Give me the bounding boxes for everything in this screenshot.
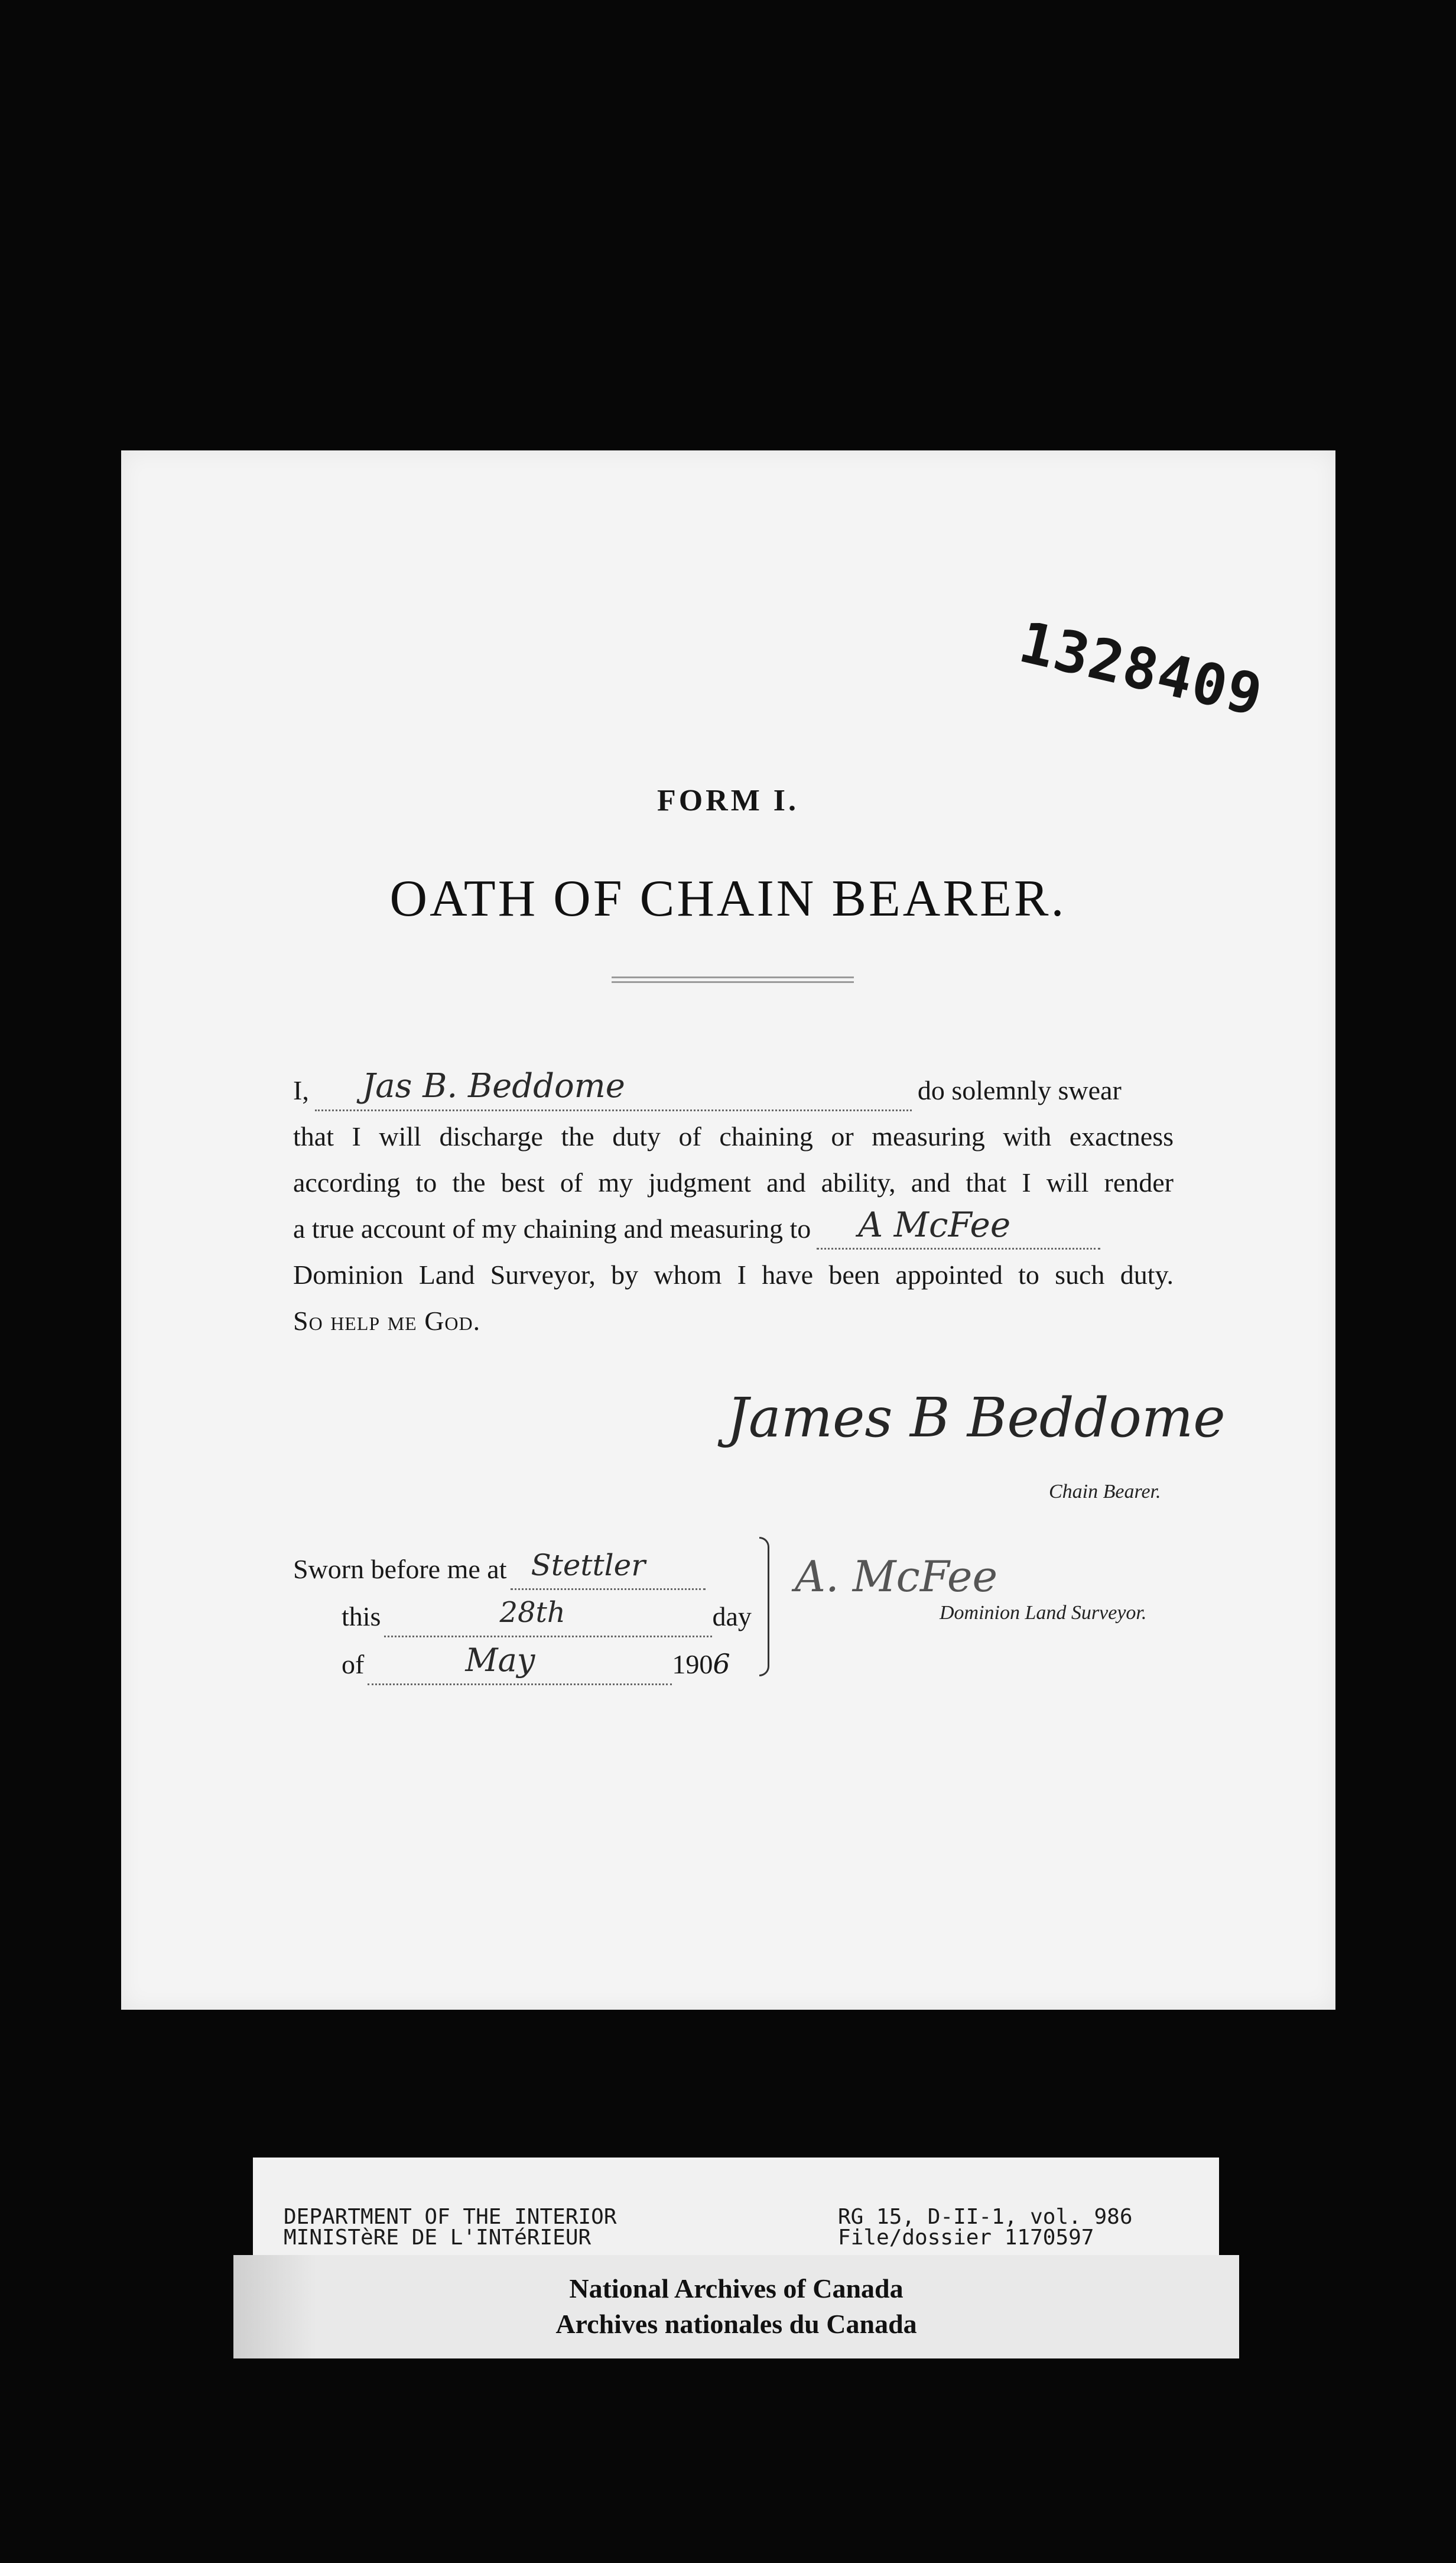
file-stamp-number: 1328409 [1013, 609, 1269, 729]
day-label: day [712, 1601, 752, 1631]
surveyor-handwritten: A McFee [858, 1205, 1011, 1245]
oath-line1-end: do solemnly swear [917, 1075, 1122, 1105]
dept-french: MINISTèRE DE L'INTéRIEUR [284, 2225, 592, 2250]
name-field [315, 1067, 912, 1111]
archive-reference-label [253, 2158, 1219, 2258]
sworn-label: Sworn before me at [293, 1554, 507, 1584]
surveyor-field [817, 1205, 1100, 1250]
oath-i: I, [293, 1075, 309, 1105]
year-prefix: 190 [672, 1649, 713, 1679]
file-number: File/dossier 1170597 [838, 2225, 1094, 2250]
year-handwritten: 6 [713, 1648, 730, 1680]
sworn-brace [759, 1537, 769, 1676]
record-group: RG 15, D-II-1, vol. 986 [838, 2205, 1133, 2229]
oath-line-3: according to the best of my judgment and ability, and that I will render [293, 1167, 1174, 1198]
surveyor-signature: A. McFee [795, 1552, 998, 1601]
oath-line-6: So help me God. [293, 1306, 481, 1336]
oath-line-1 [293, 1067, 1174, 1111]
surveyor-caption: Dominion Land Surveyor. [940, 1602, 1147, 1624]
form-label: FORM I. [656, 784, 800, 817]
place-field [511, 1548, 706, 1590]
sworn-line [293, 1549, 766, 1590]
document-title: OATH OF CHAIN BEARER. [389, 870, 1067, 927]
name-handwritten: Jas B. Beddome [362, 1067, 625, 1105]
archives-english: National Archives of Canada [569, 2273, 904, 2304]
date-line [342, 1643, 767, 1685]
day-handwritten: 28th [499, 1596, 566, 1629]
oath-line4-start: a true account of my chaining and measuring to [293, 1214, 811, 1244]
label-strip [233, 2255, 316, 2358]
title-rule-top [612, 976, 854, 978]
day-line [342, 1596, 767, 1637]
oath-line-5: Dominion Land Surveyor, by whom I have been appointed to such duty. [293, 1260, 1174, 1290]
month-field [368, 1641, 672, 1685]
oath-line-2: that I will discharge the duty of chaining or measuring with exactness [293, 1121, 1174, 1151]
archives-name-label [233, 2255, 1239, 2358]
chain-bearer-caption: Chain Bearer. [1049, 1481, 1161, 1503]
chain-bearer-signature: James B Beddome [727, 1386, 1226, 1449]
archives-french: Archives nationales du Canada [555, 2309, 917, 2339]
place-handwritten: Stettler [531, 1548, 646, 1582]
day-field [384, 1596, 712, 1637]
oath-line-4 [293, 1205, 1174, 1250]
this-label: this [342, 1601, 381, 1631]
of-label: of [342, 1649, 365, 1679]
title-rule-bottom [612, 981, 854, 983]
month-handwritten: May [465, 1641, 535, 1679]
dept-english: DEPARTMENT OF THE INTERIOR [284, 2205, 617, 2229]
